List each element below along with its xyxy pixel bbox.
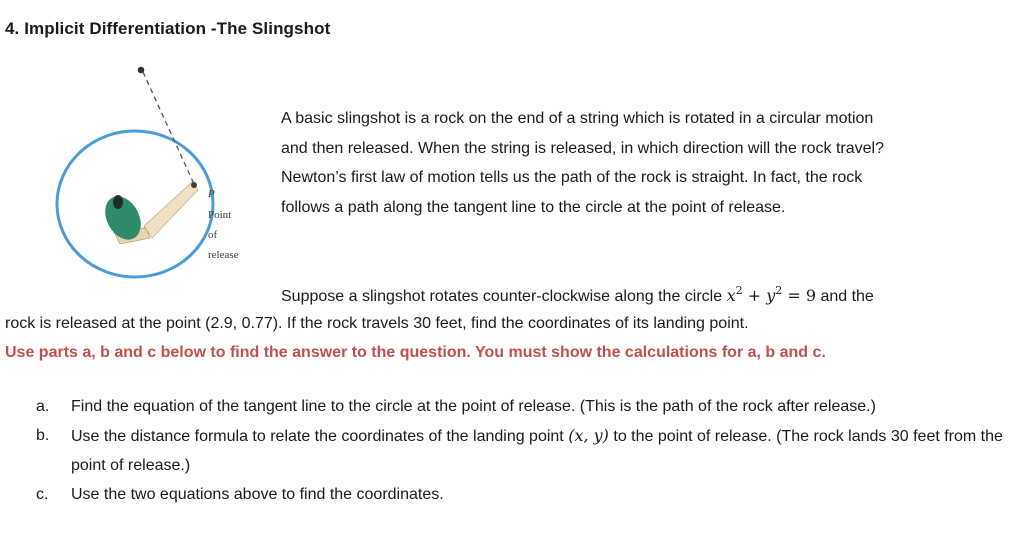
part-c	[36, 480, 1016, 509]
part-text: Use the two equations above to find the coordinates.	[71, 486, 444, 503]
part-marker: b.	[36, 427, 50, 444]
part-text: Use the distance formula to relate the coordinates of the landing point (x, y) to the point of release. (The rock lands 30 feet from the point of release.)	[71, 426, 1003, 474]
slingshot-diagram	[48, 58, 280, 298]
part-a	[36, 392, 1016, 421]
of-label: of	[208, 229, 218, 241]
tangent-path-line	[143, 72, 194, 184]
point-p-label: P	[208, 188, 215, 200]
problem-line-1	[281, 286, 874, 306]
instruction: Use parts a, b and c below to find the answer to the question. You must show the calculations for a, b and c.	[5, 344, 826, 361]
intro-line: and then released. When the string is released, in which direction will the rock travel?	[281, 139, 884, 157]
page-title: 4. Implicit Differentiation -The Slingshot	[5, 19, 331, 38]
rotation-circle	[57, 131, 213, 277]
landing-point-math: (x, y)	[568, 426, 609, 445]
intro-line: follows a path along the tangent line to the circle at the point of release.	[281, 198, 786, 216]
parts-list	[36, 392, 1016, 509]
part-marker: a.	[36, 398, 50, 415]
problem-line-2: rock is released at the point (2.9, 0.77). If the rock travels 30 feet, find the coordinates of its landing point.	[5, 315, 749, 332]
flying-rock	[138, 67, 145, 74]
intro-line: Newton’s first law of motion tells us the path of the rock is straight. In fact, the rock	[281, 169, 863, 186]
slingshot-figure	[48, 58, 280, 298]
intro-line: A basic slingshot is a rock on the end of a string which is rotated in a circular motion	[281, 110, 874, 127]
circle-equation: $x^2 + y^2 = 9$	[726, 284, 816, 305]
problem-text: and the	[816, 288, 874, 305]
release-label: release	[208, 249, 239, 261]
part-b	[36, 421, 1016, 480]
sleeve	[144, 182, 198, 238]
release-point	[191, 182, 197, 188]
part-text: Find the equation of the tangent line to the circle at the point of release. (This is the path of the rock after release.)	[71, 398, 876, 415]
part-marker: c.	[36, 486, 49, 503]
point-label: Point	[208, 209, 232, 221]
intro-paragraph	[281, 104, 1016, 222]
problem-text: Suppose a slingshot rotates counter-clockwise along the circle	[281, 288, 727, 305]
hand-shadow	[113, 195, 123, 209]
